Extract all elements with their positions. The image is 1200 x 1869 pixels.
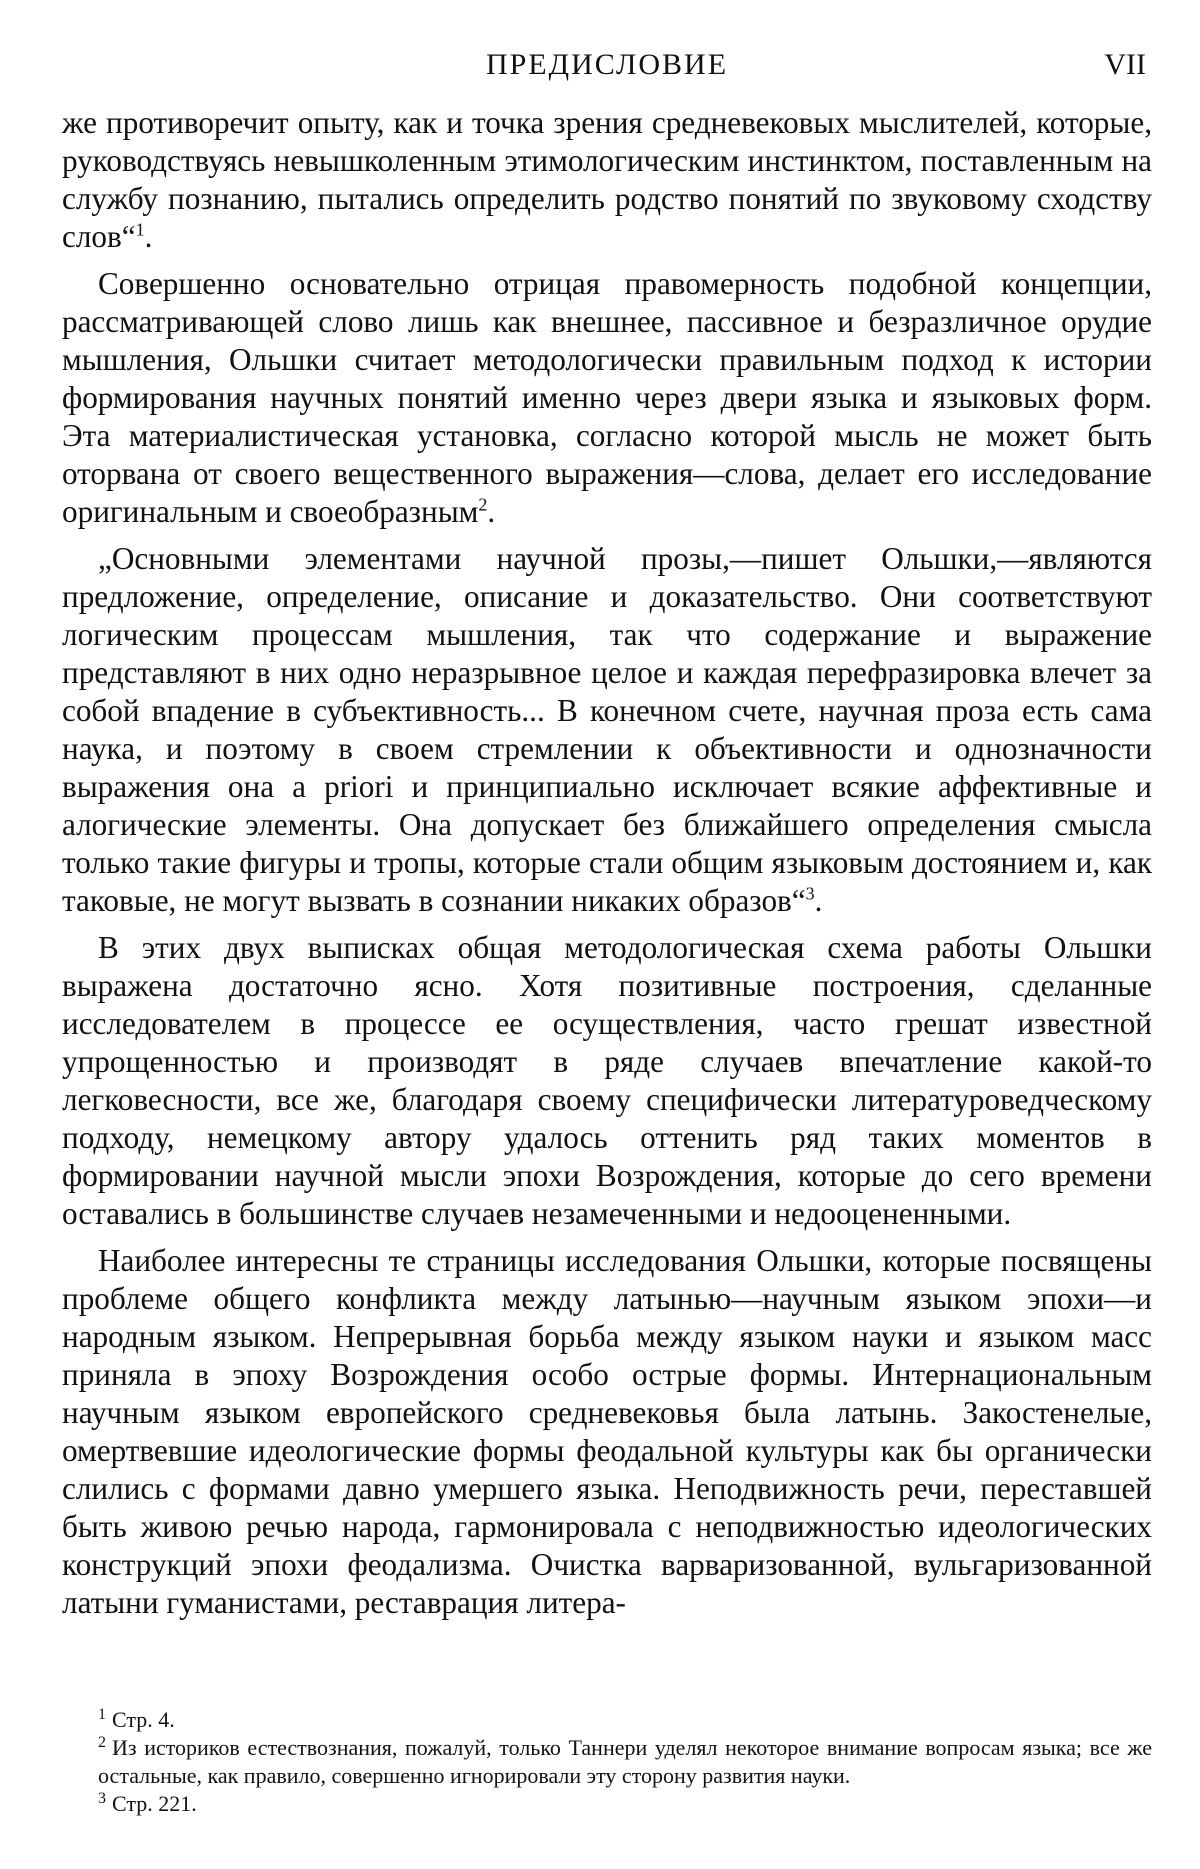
paragraph	[62, 1242, 1152, 1622]
footnote-mark: 1	[98, 1705, 106, 1723]
paragraph-tail: .	[144, 219, 153, 254]
page-header	[62, 48, 1152, 104]
paragraph-tail: .	[814, 883, 823, 918]
footnote-text: Стр. 4.	[112, 1707, 175, 1732]
footnote-ref: 1	[135, 219, 145, 240]
footnote-ref: 2	[478, 494, 488, 515]
footnote-text: Из историков естествознания, пожалуй, только Таннери уделял некоторое внимание вопросам языка; все же остальные, как правило, совершенно игнорировали эту сторону развития науки.	[98, 1735, 1152, 1788]
paragraph-text: В этих двух выписках общая методологическая схема работы Ольшки выражена достаточно ясно. Хотя позитивные построения, сделанные исследователем в процессе ее осуществления, часто грешат известной упрощенностью и производят в ряде случаев впечатление какой-то легковесности, все же, благодаря своему специфически литературоведческому подходу, немецкому автору удалось оттенить ряд таких моментов в формировании научной мысли эпохи Возрождения, которые до сего времени оставались в большинстве случаев незамеченными и недооцененными.	[62, 930, 1152, 1231]
footnote	[62, 1706, 1152, 1734]
paragraph-text: Наиболее интересны те страницы исследования Ольшки, которые посвящены проблеме общего конфликта между латынью—научным языком эпохи—и народным языком. Непрерывная борьба между языком науки и языком масс приняла в эпоху Возрождения особо острые формы. Интернациональным научным языком европейского средневековья была латынь. Закостенелые, омертвевшие идеологические формы феодальной культуры как бы органически слились с формами давно умершего языка. Неподвижность речи, переставшей быть живою речью народа, гармонировала с неподвижностью идеологических конструкций эпохи феодализма. Очистка варваризованной, вульгаризованной латыни гуманистами, реставрация литера-	[62, 1243, 1152, 1620]
paragraph	[62, 929, 1152, 1233]
body-text	[62, 104, 1152, 1622]
paragraph-tail: .	[487, 494, 496, 529]
paragraph	[62, 104, 1152, 256]
page-number: VII	[1104, 48, 1146, 81]
footnotes	[62, 1706, 1152, 1818]
footnote-mark: 2	[98, 1733, 106, 1751]
running-title: ПРЕДИСЛОВИЕ	[485, 48, 729, 81]
footnote	[62, 1734, 1152, 1790]
footnote	[62, 1790, 1152, 1818]
paragraph-text: „Основными элементами научной прозы,—пишет Ольшки,—являются предложение, определение, описание и доказательство. Они соответствуют логическим процессам мышления, так что содержание и выражение представляют в них одно неразрывное целое и каждая перефразировка влечет за собой впадение в субъективность... В конечном счете, научная проза есть сама наука, и поэтому в своем стремлении к объективности и однозначности выражения она a priori и принципиально исключает всякие аффективные и алогические элементы. Она допускает без ближайшего определения смысла только такие фигуры и тропы, которые стали общим языковым достоянием и, как таковые, не могут вызвать в сознании никаких образов“	[62, 541, 1152, 918]
footnote-mark: 3	[98, 1789, 106, 1807]
footnote-ref: 3	[805, 883, 815, 904]
paragraph-text: Совершенно основательно отрицая правомерность подобной концепции, рассматривающей слово лишь как внешнее, пассивное и безразличное орудие мышления, Ольшки считает методологически правильным подход к истории формирования научных понятий именно через двери языка и языковых форм. Эта материалистическая установка, согласно которой мысль не может быть оторвана от своего вещественного выражения—слова, делает его исследование оригинальным и своеобразным	[62, 266, 1152, 529]
paragraph-text: же противоречит опыту, как и точка зрения средневековых мыслителей, которые, руководствуясь невышколенным этимологическим инстинктом, поставленным на службу познанию, пытались определить родство понятий по звуковому сходству слов“	[62, 105, 1152, 254]
paragraph	[62, 265, 1152, 531]
footnote-text: Стр. 221.	[112, 1791, 197, 1816]
book-page	[62, 48, 1152, 1631]
paragraph	[62, 540, 1152, 920]
